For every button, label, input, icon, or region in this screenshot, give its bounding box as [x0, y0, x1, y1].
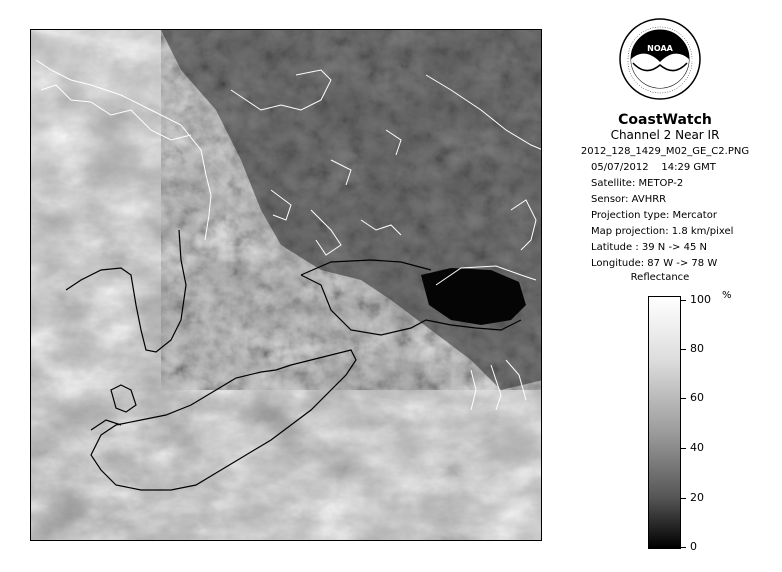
satellite-label: Satellite: METOP-2 — [591, 178, 684, 189]
svg-text:NOAA: NOAA — [647, 44, 673, 53]
date-label: 05/07/2012 — [591, 162, 649, 173]
date-time-line — [591, 162, 716, 173]
colorbar-tick — [681, 398, 686, 399]
colorbar-tick — [681, 547, 686, 548]
colorbar-label: Reflectance — [630, 272, 690, 283]
channel-subtitle: Channel 2 Near IR — [610, 128, 720, 142]
colorbar-tick — [681, 448, 686, 449]
page-title: CoastWatch — [618, 112, 712, 128]
colorbar — [648, 296, 681, 549]
colorbar-tick-label: 40 — [690, 441, 704, 454]
colorbar-tick — [681, 498, 686, 499]
colorbar-tick-label: 100 — [690, 293, 711, 306]
colorbar-tick-label: 80 — [690, 342, 704, 355]
colorbar-unit: % — [722, 290, 732, 301]
colorbar-tick-label: 0 — [690, 540, 697, 553]
longitude-label: Longitude: 87 W -> 78 W — [591, 258, 718, 269]
satellite-image — [30, 29, 542, 541]
projection-type-label: Projection type: Mercator — [591, 210, 717, 221]
colorbar-axis — [681, 293, 741, 553]
satellite-image-svg — [31, 30, 542, 541]
filename-label: 2012_128_1429_M02_GE_C2.PNG — [580, 146, 750, 157]
time-label: 14:29 GMT — [661, 162, 716, 173]
latitude-label: Latitude : 39 N -> 45 N — [591, 242, 707, 253]
colorbar-tick — [681, 349, 686, 350]
colorbar-tick-label: 20 — [690, 491, 704, 504]
colorbar-tick-label: 60 — [690, 391, 704, 404]
sensor-label: Sensor: AVHRR — [591, 194, 667, 205]
colorbar-tick — [681, 300, 686, 301]
map-projection-label: Map projection: 1.8 km/pixel — [591, 226, 734, 237]
noaa-logo-icon — [618, 17, 702, 107]
